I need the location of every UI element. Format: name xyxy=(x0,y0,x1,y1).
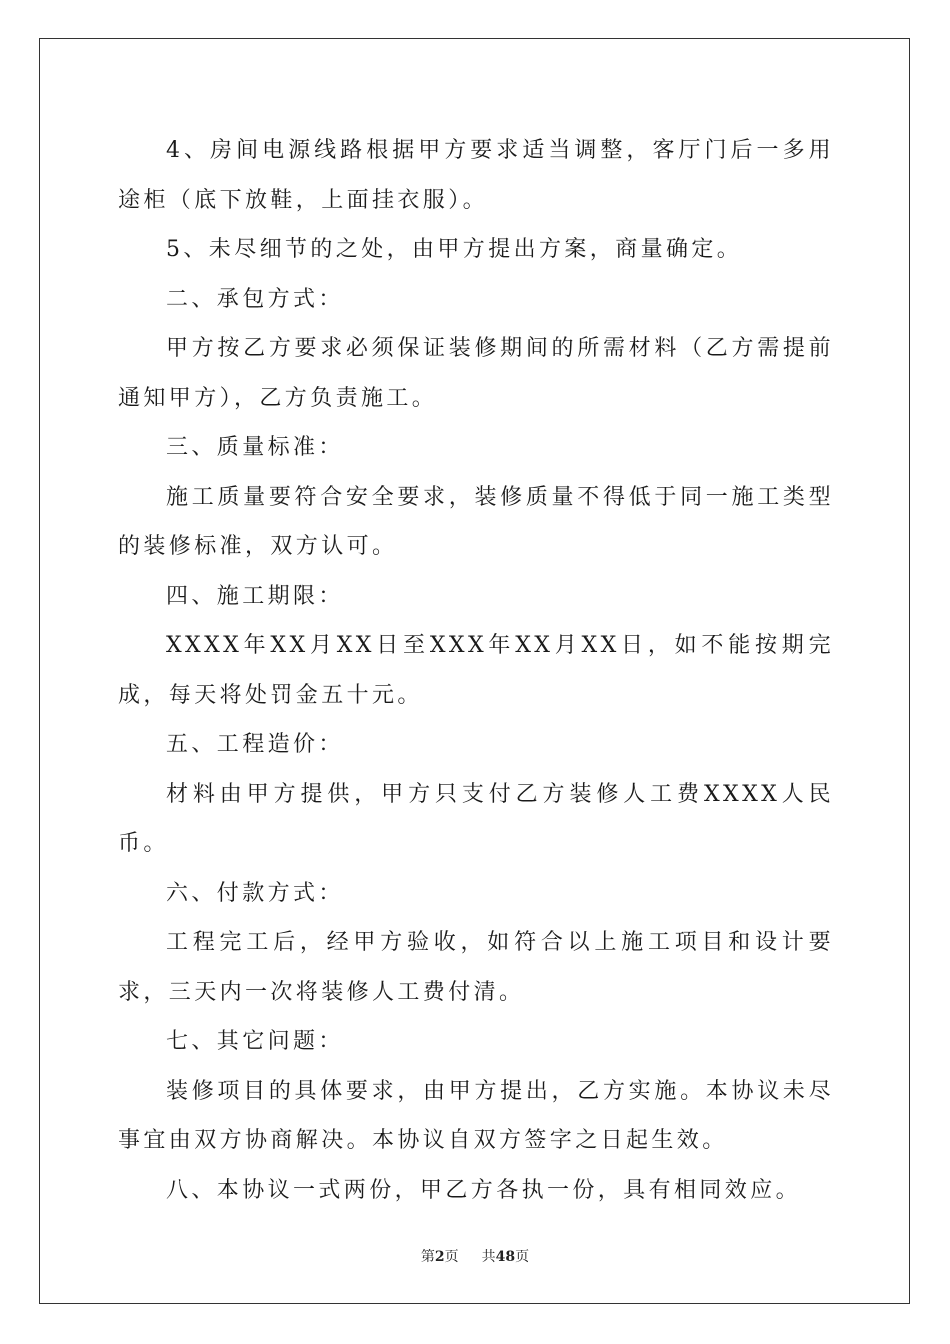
total-pages: 48 xyxy=(495,1249,516,1265)
paragraph: 5、未尽细节的之处，由甲方提出方案，商量确定。 xyxy=(166,237,743,262)
section-heading: 七、其它问题： xyxy=(166,1029,344,1054)
paragraph: XXXX年XX月XX日至XXX年XX月XX日，如不能按期完成，每天将处罚金五十元。 xyxy=(118,633,834,708)
section-heading: 四、施工期限： xyxy=(166,583,344,609)
document-body xyxy=(118,126,834,1215)
paragraph: 工程完工后，经甲方验收，如符合以上施工项目和设计要求，三天内一次将装修人工费付清。 xyxy=(118,930,834,1005)
page-prefix: 第 xyxy=(420,1249,435,1265)
section-heading: 三、质量标准： xyxy=(166,435,344,460)
paragraph: 施工质量要符合安全要求，装修质量不得低于同一施工类型的装修标准，双方认可。 xyxy=(118,484,834,559)
paragraph: 4、房间电源线路根据甲方要求适当调整，客厅门后一多用途柜（底下放鞋，上面挂衣服）。 xyxy=(118,138,834,213)
page-total xyxy=(482,1246,529,1266)
total-prefix: 共 xyxy=(481,1249,496,1265)
paragraph: 材料由甲方提供，甲方只支付乙方装修人工费XXXX人民币。 xyxy=(118,781,834,856)
page-footer xyxy=(0,1246,950,1266)
paragraph: 甲方按乙方要求必须保证装修期间的所需材料（乙方需提前通知甲方），乙方负责施工。 xyxy=(118,336,834,411)
section-heading: 二、承包方式： xyxy=(166,286,344,312)
section-heading: 六、付款方式： xyxy=(166,880,344,906)
paragraph: 装修项目的具体要求，由甲方提出，乙方实施。本协议未尽事宜由双方协商解决。本协议自双方签字之日起生效。 xyxy=(118,1078,834,1153)
section-heading: 五、工程造价： xyxy=(166,732,344,757)
paragraph: 八、本协议一式两份，甲乙方各执一份，具有相同效应。 xyxy=(166,1177,802,1203)
current-page: 2 xyxy=(434,1249,445,1265)
page-suffix: 页 xyxy=(444,1249,459,1265)
total-suffix: 页 xyxy=(515,1249,530,1265)
page-number xyxy=(421,1246,459,1266)
